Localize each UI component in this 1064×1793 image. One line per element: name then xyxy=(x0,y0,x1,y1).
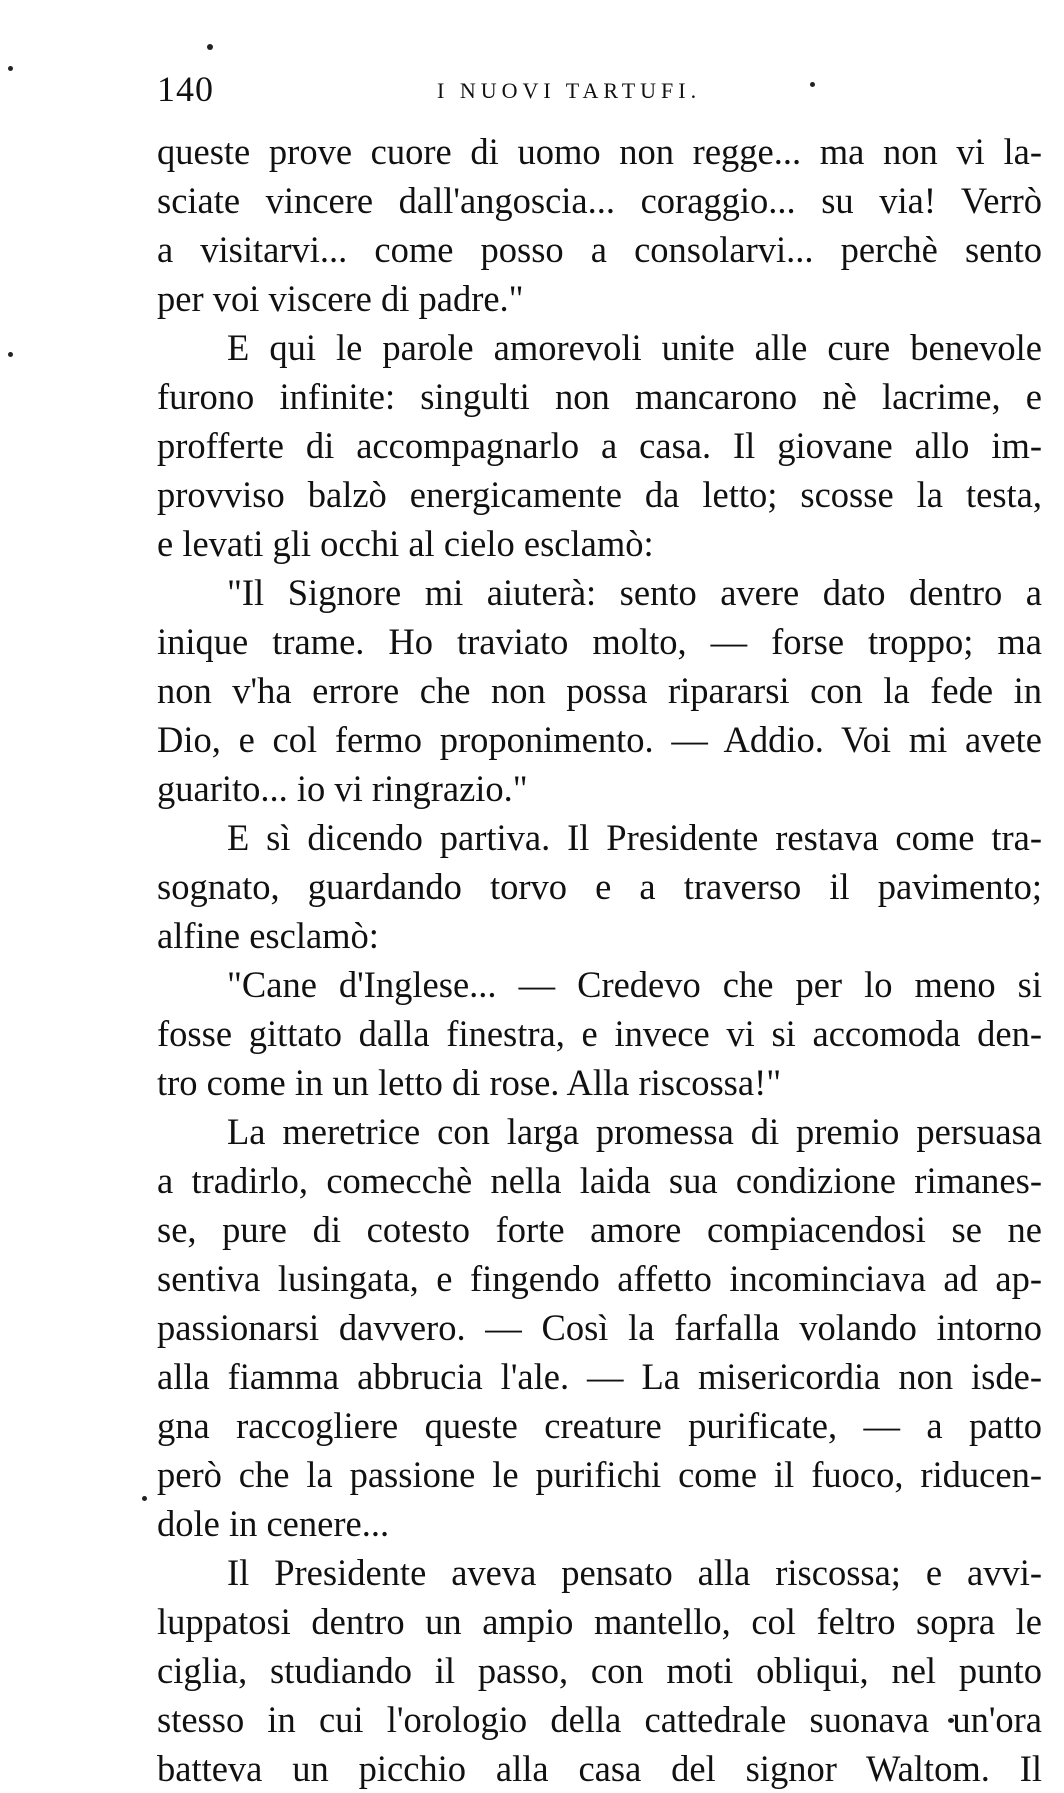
text-line: La meretrice con larga promessa di premio persuasa xyxy=(227,1111,1042,1152)
text-line: se, pure di cotesto forte amore compiacendosi se ne xyxy=(157,1209,1042,1250)
text-line: a tradirlo, comecchè nella laida sua condizione rimanes- xyxy=(157,1160,1042,1201)
text-line: sognato, guardando torvo e a traverso il pavimento; xyxy=(157,866,1042,907)
text-line: sentiva lusingata, e fingendo affetto incominciava ad ap- xyxy=(157,1258,1042,1299)
text-line: Dio, e col fermo proponimento. — Addio. Voi mi avete xyxy=(157,719,1042,760)
text-line: fosse gittato dalla finestra, e invece vi si accomoda den- xyxy=(157,1013,1042,1054)
running-header xyxy=(157,68,1042,108)
speck xyxy=(207,44,213,50)
text-line: batteva un picchio alla casa del signor Waltom. Il xyxy=(157,1748,1042,1789)
body-text xyxy=(157,127,1042,1793)
running-title: I NUOVI TARTUFI. xyxy=(437,78,702,103)
speck xyxy=(8,352,13,357)
text-line: passionarsi davvero. — Così la farfalla volando intorno xyxy=(157,1307,1042,1348)
text-line: guarito... io vi ringrazio." xyxy=(157,768,528,809)
text-line: tro come in un letto di rose. Alla riscossa!" xyxy=(157,1062,782,1103)
text-line: inique trame. Ho traviato molto, — forse troppo; ma xyxy=(157,621,1042,662)
text-line: E qui le parole amorevoli unite alle cure benevole xyxy=(227,327,1042,368)
page-number: 140 xyxy=(157,69,214,109)
text-line: alla fiamma abbrucia l'ale. — La misericordia non isde- xyxy=(157,1356,1042,1397)
text-line: e levati gli occhi al cielo esclamò: xyxy=(157,523,654,564)
text-line: queste prove cuore di uomo non regge... ma non vi la- xyxy=(157,131,1042,172)
text-line: provviso balzò energicamente da letto; scosse la testa, xyxy=(157,474,1042,515)
speck xyxy=(142,1496,147,1501)
speck xyxy=(8,66,13,71)
text-line: "Il Signore mi aiuterà: sento avere dato dentro a xyxy=(227,572,1042,613)
text-line: alfine esclamò: xyxy=(157,915,379,956)
text-line: E sì dicendo partiva. Il Presidente restava come tra- xyxy=(227,817,1042,858)
text-line: luppatosi dentro un ampio mantello, col feltro sopra le xyxy=(157,1601,1042,1642)
text-line: però che la passione le purifichi come il fuoco, riducen- xyxy=(157,1454,1042,1495)
text-line: profferte di accompagnarlo a casa. Il giovane allo im- xyxy=(157,425,1042,466)
text-line: sciate vincere dall'angoscia... coraggio... su via! Verrò xyxy=(157,180,1042,221)
text-line: dole in cenere... xyxy=(157,1503,390,1544)
text-line: "Cane d'Inglese... — Credevo che per lo meno si xyxy=(227,964,1042,1005)
text-line: per voi viscere di padre." xyxy=(157,278,524,319)
text-line: Il Presidente aveva pensato alla riscossa; e avvi- xyxy=(227,1552,1042,1593)
text-line: non v'ha errore che non possa ripararsi con la fede in xyxy=(157,670,1042,711)
text-line: gna raccogliere queste creature purificate, — a patto xyxy=(157,1405,1042,1446)
text-line: stesso in cui l'orologio della cattedrale suonava un'ora xyxy=(157,1699,1042,1740)
text-line: furono infinite: singulti non mancarono nè lacrime, e xyxy=(157,376,1042,417)
text-line: a visitarvi... come posso a consolarvi... perchè sento xyxy=(157,229,1042,270)
text-line: ciglia, studiando il passo, con moti obliqui, nel punto xyxy=(157,1650,1042,1691)
